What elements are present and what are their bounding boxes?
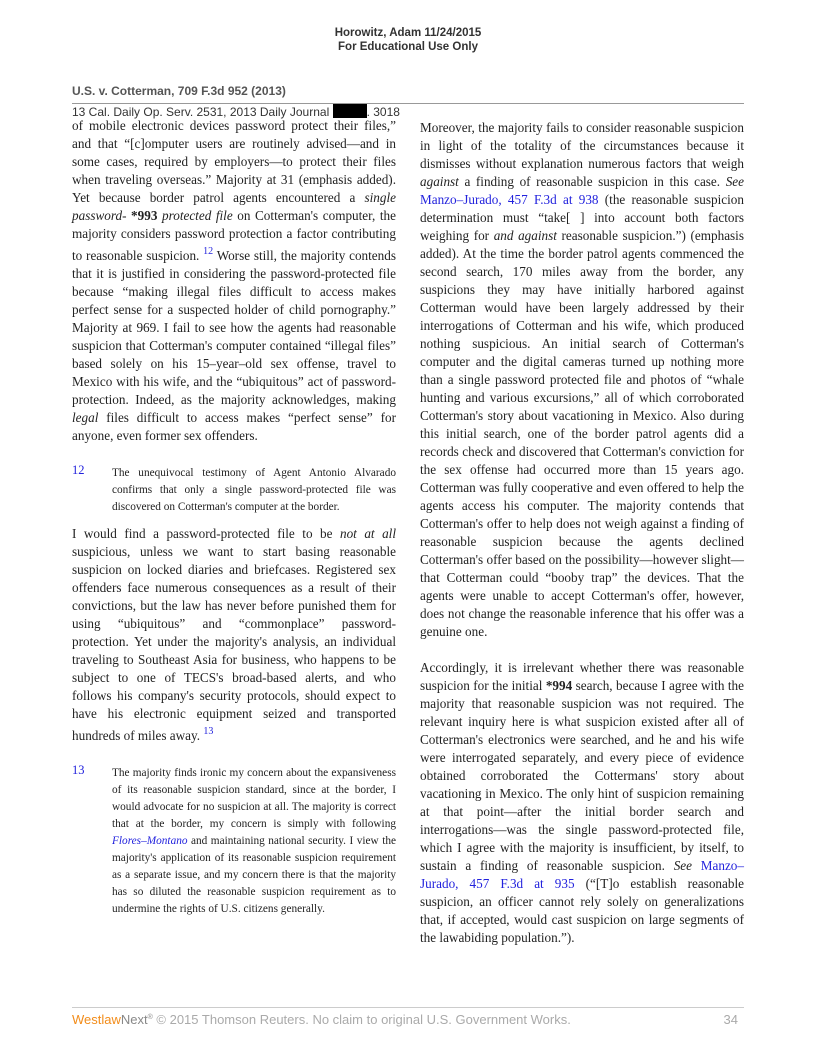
footnote-number-12[interactable]: 12 (72, 463, 85, 477)
text-run: The majority finds ironic my concern about the expansiveness of its reasonable suspicion standard, since at the border, I would advocate for no suspicion at all. The majority is correct that at the border, my concern is simply with following (112, 767, 396, 830)
emphasis: single password- (72, 190, 396, 223)
text-run: and maintaining national security. I view the majority's application of its reasonable suspicion requirement as a separate issue, and my concern there is that the majority has so diluted the reasonable suspicion requirement as to undermine the rights of U.S. citizens generally. (112, 835, 396, 915)
paragraph (420, 659, 744, 947)
text-run: on Cotterman's computer, the majority considers password protection a factor contributing to reasonable suspicion. (72, 208, 396, 263)
right-column (420, 119, 744, 947)
footnote-ref-13[interactable]: 13 (203, 726, 214, 737)
footer-divider (72, 1007, 744, 1008)
emphasis: not at all (339, 526, 397, 541)
logo-westlaw: Westlaw (72, 1012, 121, 1027)
text-run: suspicious, unless we want to start basing reasonable suspicion on locked diaries and briefcases. Registered sex offenders face numerous consequences as a result of their convictions, but the law has never before punished them for using “ubiquitous” and “commonplace” password-protection. Yet under the majority's analysis, an individual traveling to Southeast Asia for business, who happens to be subject to one of TECS's broad-based alerts, and who follows his company's security protocols, should expect to have his electronic equipment seized and transported hundreds of miles away. (72, 544, 396, 743)
westlaw-next-logo (72, 1012, 153, 1027)
case-citation-title: U.S. v. Cotterman, 709 F.3d 952 (2013) (72, 84, 286, 98)
star-page-marker: *993 (126, 208, 162, 223)
text-run: search, because I agree with the majority that reasonable suspicion was not required. The relevant inquiry here is what suspicion existed after all of Cotterman's electronics were searched, and he and his wife were interrogated separately, and every piece of evidence obtained corroborated the Cottermans' story about vacationing in Mexico. The only hint of suspicion remaining at that point—after the initial border search and interrogations—was the single password-protected file, which I agree with the majority is insufficient, by itself, to sustain a finding of reasonable suspicion. (420, 678, 744, 873)
text-run: (the reasonable suspicion determination must “take[ ] into account both factors weighing for (420, 192, 744, 243)
footnote-ref-12[interactable]: 12 (203, 246, 214, 257)
case-link-manzo-jurado-938[interactable]: Manzo–Jurado, 457 F.3d at 938 (420, 192, 599, 207)
signal-see: See (673, 858, 692, 873)
case-link-text[interactable]: Flores–Montano (112, 835, 188, 847)
footer (72, 1012, 744, 1027)
emphasis: protected file (161, 208, 233, 223)
page-number: 34 (723, 1012, 738, 1027)
text-run: reasonable suspicion.”) (emphasis added). At the time the border patrol agents commenced the second search, 170 miles away from the border, any suspicions they may have initially harbored against Cotterman would have been largely addressed by their interrogations of Cotterman and his wife, which produced nothing suspicious. An initial search of Cotterman's computer and the digital cameras turned up nothing more than a single password protected file and photos of “whale hunting and various excursions,” all of which corroborated Cotterman's story about vacationing in Mexico. Also during this initial search, one of the border patrol agents did a records check and discovered that Cotterman's conviction for the sex offense had occurred more than 15 years ago. Cotterman was fully cooperative and even offered to help the agents access his computer. The majority contends that Cotterman's offer to help does not weigh against a finding of reasonable suspicion because the agents declined Cotterman's offer based on the possibility—however slight—that Cotterman could “booby trap” the devices. That the agents were unable to accept Cotterman's offer, however, does not change the reasonable inference that his offer was a genuine one. (420, 228, 744, 639)
text-run: (“[T]o establish reasonable suspicion, an officer cannot rely solely on generalizations that, if accepted, would cast suspicion on large segments of the lawabiding population.”). (420, 876, 744, 945)
signal-see: See (725, 174, 744, 189)
star-page-marker: *994 (545, 678, 576, 693)
text-run: Worse still, the majority contends that it is justified in considering the password-protected file because “making illegal files difficult to access makes perfect sense for a suspected holder of child pornography.” Majority at 969. I fail to see how the agents had reasonable suspicion that Cotterman's computer contained “illegal files” based solely on his 15–year–old sex offense, travel to Mexico with his wife, and the “ubiquitous” act of password-protection. Indeed, as the majority acknowledges, making (72, 248, 396, 407)
left-column (72, 117, 396, 927)
paragraph-gap (420, 641, 744, 659)
text-run: Accordingly, it is irrelevant whether there was reasonable suspicion for the initial (420, 660, 744, 693)
redaction-block (333, 104, 367, 118)
text-run: a finding of reasonable suspicion in this case. (458, 174, 726, 189)
footnote-number-13[interactable]: 13 (72, 763, 85, 777)
footnote-text (112, 765, 396, 918)
emphasis: against (420, 174, 459, 189)
text-run: files difficult to access makes “perfect sense” for anyone, even former sex offenders. (72, 410, 396, 443)
text-run: Moreover, the majority fails to consider reasonable suspicion in light of the totality of the circumstances because it dismisses without explanation numerous factors that weigh (420, 120, 744, 171)
logo-next: Next (120, 1012, 148, 1027)
text-run: of mobile electronic devices password protect their files,” and that “[c]omputer users are routinely advised—and in some cases, required by employers—to protect their files when traveling overseas.” Majority at 31 (emphasis added). Yet because border patrol agents encountered a (72, 118, 396, 205)
footnote-13 (72, 765, 396, 918)
case-link-flores-montano[interactable] (112, 835, 188, 847)
footnote-12 (72, 465, 396, 516)
paragraph (72, 117, 396, 445)
copyright-notice: © 2015 Thomson Reuters. No claim to original U.S. Government Works. (152, 1012, 571, 1027)
header-user-date: Horowitz, Adam 11/24/2015 (334, 27, 482, 39)
parallel-citation-pre: 13 Cal. Daily Op. Serv. 2531, 2013 Daily Journal (72, 105, 330, 119)
text-run: I would find a password-protected file to be (72, 526, 340, 541)
emphasis: legal (72, 410, 99, 425)
footnote-text: The unequivocal testimony of Agent Antonio Alvarado confirms that only a single password-protected file was discovered on Cotterman's computer at the border. (112, 467, 396, 513)
trademark-icon: ® (147, 1014, 153, 1021)
paragraph (420, 119, 744, 641)
emphasis: and against (493, 228, 557, 243)
paragraph (72, 525, 396, 745)
case-link-manzo-jurado-935[interactable]: Manzo–Jurado, 457 F.3d at 935 (420, 858, 744, 891)
parallel-citation-post: . 3018 (366, 105, 400, 119)
header-usage-notice: For Educational Use Only (338, 41, 478, 53)
